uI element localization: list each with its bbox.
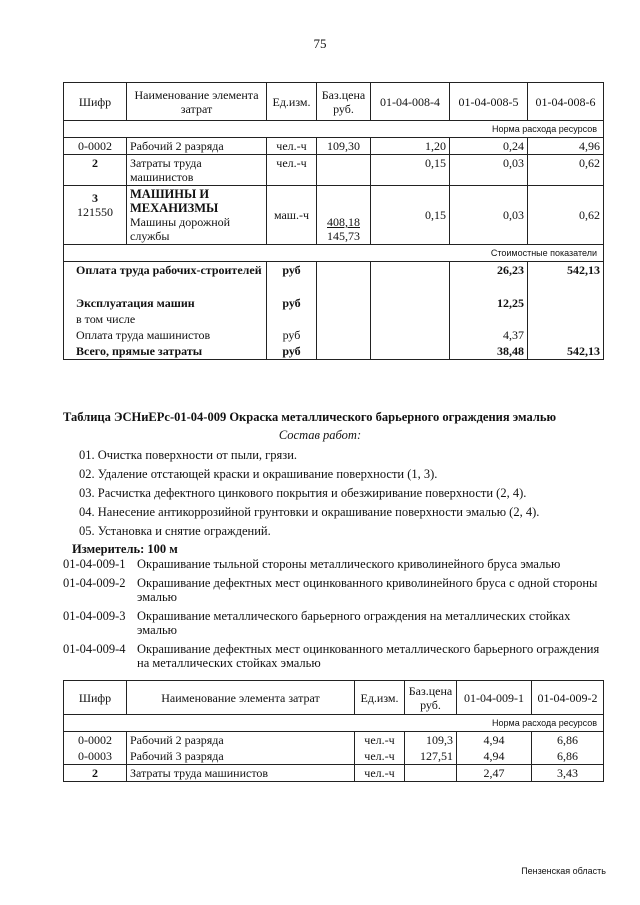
group-name: МАШИНЫ И МЕХАНИЗМЫ bbox=[130, 187, 219, 215]
cost-row bbox=[64, 295, 604, 311]
header-code: Шифр bbox=[64, 83, 127, 121]
header-name: Наименование элемента затрат bbox=[127, 83, 267, 121]
row-value-3: 4,96 bbox=[528, 138, 604, 155]
norm-item bbox=[63, 576, 603, 604]
row-value-3: 0,62 bbox=[528, 186, 604, 245]
row-name: Рабочий 2 разряда bbox=[127, 138, 267, 155]
resource-table-009 bbox=[63, 680, 604, 782]
cost-value-3 bbox=[528, 295, 604, 311]
machine-code: 121550 bbox=[77, 205, 113, 219]
norm-item-code: 01-04-009-2 bbox=[63, 576, 126, 590]
cost-empty bbox=[371, 343, 450, 360]
row-price: 127,51 bbox=[405, 748, 457, 765]
header-col-1: 01-04-008-4 bbox=[371, 83, 450, 121]
row-price: 109,30 bbox=[317, 138, 371, 155]
cost-unit: руб bbox=[267, 262, 317, 295]
cost-row bbox=[64, 327, 604, 343]
cost-name: Оплата труда рабочих-строителей bbox=[64, 262, 267, 295]
row-value-1: 0,15 bbox=[371, 186, 450, 245]
row-value-2: 0,24 bbox=[450, 138, 528, 155]
work-item: 02. Удаление отстающей краски и окрашивание поверхности (1, 3). bbox=[79, 467, 438, 481]
price-b: 145,73 bbox=[327, 229, 360, 243]
cost-unit: руб bbox=[267, 295, 317, 311]
cost-empty bbox=[371, 262, 450, 295]
cost-row-total bbox=[64, 343, 604, 360]
cost-value-2: 12,25 bbox=[450, 295, 528, 311]
row-value-2: 6,86 bbox=[532, 748, 604, 765]
cost-empty bbox=[317, 311, 371, 327]
row-price: 109,3 bbox=[405, 732, 457, 749]
row-name: Затраты труда машинистов bbox=[127, 155, 267, 186]
table-header-row bbox=[64, 83, 604, 121]
cost-empty bbox=[371, 295, 450, 311]
work-item: 04. Нанесение антикоррозийной грунтовки и окрашивание поверхности эмалью (2, 4). bbox=[79, 505, 540, 519]
table-caption: Таблица ЭСНиЕРс-01-04-009 Окраска металлического барьерного ограждения эмалью bbox=[63, 410, 557, 424]
row-name: Рабочий 2 разряда bbox=[127, 732, 355, 749]
cost-value-3: 542,13 bbox=[528, 343, 604, 360]
header-name: Наименование элемента затрат bbox=[127, 681, 355, 715]
row-code: 0-0003 bbox=[64, 748, 127, 765]
row-value-1: 1,20 bbox=[371, 138, 450, 155]
cost-unit: руб bbox=[267, 343, 317, 360]
row-code: 2 bbox=[64, 155, 127, 186]
norm-item-code: 01-04-009-4 bbox=[63, 642, 126, 656]
row-value-2: 0,03 bbox=[450, 186, 528, 245]
norm-item-desc: Окрашивание тыльной стороны металлического криволинейного бруса эмалью bbox=[137, 557, 561, 571]
row-name: Рабочий 3 разряда bbox=[127, 748, 355, 765]
table-row bbox=[64, 186, 604, 245]
cost-value-2: 4,37 bbox=[450, 327, 528, 343]
row-price bbox=[405, 765, 457, 782]
group-code: 3 bbox=[92, 191, 98, 205]
row-unit: чел.-ч bbox=[267, 138, 317, 155]
work-item: 05. Установка и снятие ограждений. bbox=[79, 524, 271, 538]
row-code: 2 bbox=[64, 765, 127, 782]
row-value-2: 3,43 bbox=[532, 765, 604, 782]
cost-empty bbox=[371, 311, 450, 327]
header-col-3: 01-04-008-6 bbox=[528, 83, 604, 121]
cost-row bbox=[64, 311, 604, 327]
cost-unit: руб bbox=[267, 327, 317, 343]
row-code: 0-0002 bbox=[64, 138, 127, 155]
norm-item-desc: Окрашивание дефектных мест оцинкованного металлического барьерного ограждения на металлических стойках эмалью bbox=[137, 642, 600, 670]
cost-value-3 bbox=[528, 327, 604, 343]
row-unit: чел.-ч bbox=[355, 765, 405, 782]
row-value-2: 0,03 bbox=[450, 155, 528, 186]
table-header-row bbox=[64, 681, 604, 715]
work-item: 01. Очистка поверхности от пыли, грязи. bbox=[79, 448, 298, 462]
norm-item bbox=[63, 609, 603, 637]
header-unit: Ед.изм. bbox=[267, 83, 317, 121]
norm-item-code: 01-04-009-3 bbox=[63, 609, 126, 623]
row-price bbox=[317, 186, 371, 245]
cost-value-2 bbox=[450, 311, 528, 327]
norm-label: Норма расхода ресурсов bbox=[64, 715, 604, 732]
cost-name: в том числе bbox=[64, 311, 267, 327]
header-price: Баз.цена руб. bbox=[405, 681, 457, 715]
cost-value-2: 26,23 bbox=[450, 262, 528, 295]
cost-empty bbox=[317, 262, 371, 295]
header-col-2: 01-04-009-2 bbox=[532, 681, 604, 715]
row-value-1: 2,47 bbox=[457, 765, 532, 782]
row-name: Затраты труда машинистов bbox=[127, 765, 355, 782]
work-item: 03. Расчистка дефектного цинкового покрытия и обезжиривание поверхности (2, 4). bbox=[79, 486, 527, 500]
cost-value-3: 542,13 bbox=[528, 262, 604, 295]
cost-value-3 bbox=[528, 311, 604, 327]
header-col-2: 01-04-008-5 bbox=[450, 83, 528, 121]
norm-items-list bbox=[63, 557, 603, 675]
row-value-1: 0,15 bbox=[371, 155, 450, 186]
norm-item-desc: Окрашивание дефектных мест оцинкованного криволинейного бруса с одной стороны эмалью bbox=[137, 576, 598, 604]
cost-name: Оплата труда машинистов bbox=[64, 327, 267, 343]
resource-table-008 bbox=[63, 82, 604, 360]
header-col-1: 01-04-009-1 bbox=[457, 681, 532, 715]
header-unit: Ед.изм. bbox=[355, 681, 405, 715]
works-subtitle: Состав работ: bbox=[278, 428, 362, 442]
table-row bbox=[64, 732, 604, 749]
cost-name: Эксплуатация машин bbox=[64, 295, 267, 311]
cost-empty bbox=[317, 295, 371, 311]
cost-empty bbox=[317, 327, 371, 343]
row-value-1: 4,94 bbox=[457, 732, 532, 749]
row-name bbox=[127, 186, 267, 245]
cost-row bbox=[64, 262, 604, 295]
row-unit: чел.-ч bbox=[355, 732, 405, 749]
row-unit: чел.-ч bbox=[355, 748, 405, 765]
cost-unit bbox=[267, 311, 317, 327]
row-value-2: 6,86 bbox=[532, 732, 604, 749]
machine-name: Машины дорожной службы bbox=[130, 215, 231, 243]
page-number: 75 bbox=[313, 36, 327, 51]
cost-value-2: 38,48 bbox=[450, 343, 528, 360]
cost-empty bbox=[317, 343, 371, 360]
row-value-1: 4,94 bbox=[457, 748, 532, 765]
header-price: Баз.цена руб. bbox=[317, 83, 371, 121]
row-value-3: 0,62 bbox=[528, 155, 604, 186]
norm-item-desc: Окрашивание металлического барьерного ограждения на металлических стойках эмалью bbox=[137, 609, 571, 637]
table-row bbox=[64, 138, 604, 155]
norm-label: Норма расхода ресурсов bbox=[64, 121, 604, 138]
row-code bbox=[64, 186, 127, 245]
price-a: 408,18 bbox=[327, 215, 360, 229]
table-row bbox=[64, 748, 604, 765]
norm-item bbox=[63, 642, 603, 670]
cost-label: Стоимостные показатели bbox=[64, 245, 604, 262]
works-list bbox=[79, 446, 599, 541]
table-row bbox=[64, 155, 604, 186]
header-code: Шифр bbox=[64, 681, 127, 715]
norm-item bbox=[63, 557, 603, 571]
row-unit: маш.-ч bbox=[267, 186, 317, 245]
norm-item-code: 01-04-009-1 bbox=[63, 557, 126, 571]
cost-name: Всего, прямые затраты bbox=[64, 343, 267, 360]
table-row bbox=[64, 765, 604, 782]
row-price bbox=[317, 155, 371, 186]
row-unit: чел.-ч bbox=[267, 155, 317, 186]
row-code: 0-0002 bbox=[64, 732, 127, 749]
footer-region: Пензенская область bbox=[521, 866, 606, 876]
cost-empty bbox=[371, 327, 450, 343]
meter-label: Измеритель: 100 м bbox=[72, 542, 178, 556]
